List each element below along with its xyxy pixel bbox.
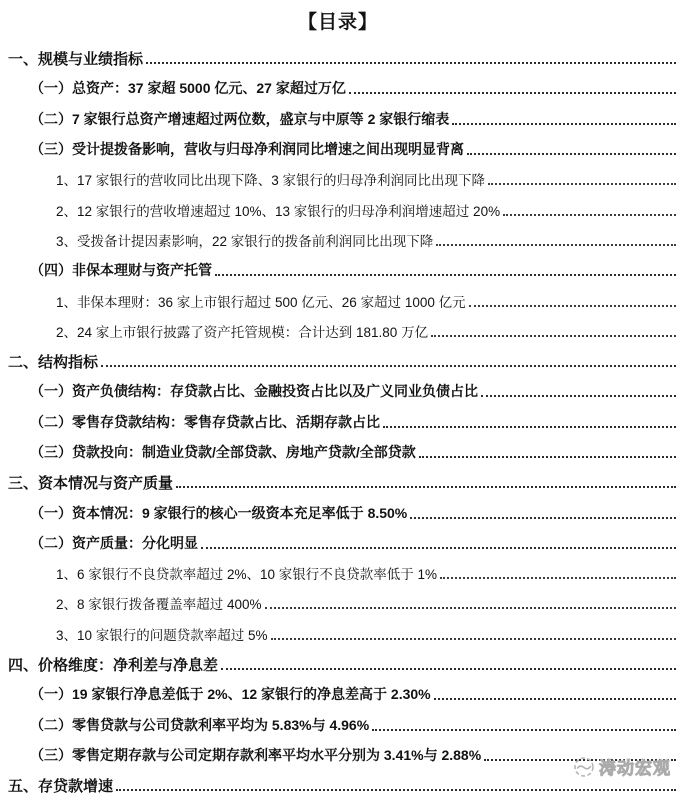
toc-entry-text: 三、资本情况与资产质量 [8, 474, 174, 492]
dot-leader [116, 789, 676, 791]
toc-entry [0, 285, 676, 315]
dot-leader [372, 729, 676, 731]
dot-leader [410, 517, 676, 519]
dot-leader [434, 698, 676, 700]
toc-entry-text: 1、17 家银行的营收同比出现下降、3 家银行的归母净利润同比出现下降 [56, 173, 486, 189]
toc-entry-text: （二）资产质量：分化明显 [30, 534, 198, 551]
dot-leader [146, 62, 676, 64]
toc-entry-text: 一、规模与业绩指标 [8, 50, 144, 68]
dot-leader [469, 305, 676, 307]
dot-leader [436, 244, 676, 246]
toc-entry [0, 255, 676, 285]
toc-entry [0, 679, 676, 709]
toc-entry [0, 588, 676, 618]
watermark-text: 涛动宏观 [599, 759, 671, 778]
dot-leader [419, 456, 676, 458]
toc-entry [0, 73, 676, 103]
dot-leader [431, 335, 676, 337]
toc-entry-text: （二）零售贷款与公司贷款利率平均为 5.83%与 4.96% [30, 716, 370, 733]
toc-entry [0, 437, 676, 467]
dot-leader [484, 759, 676, 761]
toc-entry [0, 497, 676, 527]
toc-entry [0, 740, 676, 770]
toc-entry [0, 376, 676, 406]
dot-leader [440, 577, 676, 579]
toc-entry [0, 104, 676, 134]
dot-leader [201, 547, 676, 549]
toc-entry-text: （三）零售定期存款与公司定期存款利率平均水平分别为 3.41%与 2.88% [30, 746, 482, 763]
toc-entry-text: 二、结构指标 [8, 353, 99, 371]
toc-entry [0, 316, 676, 346]
toc-entry-text: 2、24 家上市银行披露了资产托管规模：合计达到 181.80 万亿 [56, 324, 429, 340]
dot-leader [176, 486, 676, 488]
toc-entry [0, 134, 676, 164]
toc-list [0, 43, 676, 800]
toc-entry-text: 2、12 家银行的营收增速超过 10%、13 家银行的归母净利润增速超过 20% [56, 203, 501, 219]
toc-entry [0, 619, 676, 649]
toc-entry-text: （二）7 家银行总资产增速超过两位数，盛京与中原等 2 家银行缩表 [30, 110, 450, 127]
toc-entry [0, 407, 676, 437]
toc-entry-text: （一）总资产：37 家超 5000 亿元、27 家超过万亿 [30, 80, 346, 97]
dot-leader [503, 214, 676, 216]
toc-entry [0, 43, 676, 73]
toc-entry [0, 164, 676, 194]
toc-entry [0, 346, 676, 376]
toc-entry [0, 528, 676, 558]
dot-leader [467, 153, 676, 155]
toc-entry-text: （三）贷款投向：制造业贷款/全部贷款、房地产贷款/全部贷款 [30, 444, 416, 460]
dot-leader [481, 395, 676, 397]
toc-entry-text: （二）零售存贷款结构：零售存贷款占比、活期存款占比 [30, 413, 380, 430]
toc-entry [0, 649, 676, 679]
dot-leader [265, 607, 676, 609]
dot-leader [221, 668, 676, 670]
toc-entry-text: 五、存贷款增速 [8, 777, 114, 795]
toc-entry-text: （一）资产负债结构：存贷款占比、金融投资占比以及广义同业负债占比 [30, 383, 478, 400]
toc-entry-text: （一）资本情况：9 家银行的核心一级资本充足率低于 8.50% [30, 504, 408, 521]
dot-leader [349, 92, 676, 94]
toc-entry [0, 558, 676, 588]
dot-leader [215, 274, 676, 276]
toc-entry-text: 1、非保本理财：36 家上市银行超过 500 亿元、26 家超过 1000 亿元 [56, 294, 466, 310]
toc-entry-text: 1、6 家银行不良贷款率超过 2%、10 家银行不良贷款率低于 1% [56, 567, 438, 583]
dot-leader [101, 365, 676, 367]
toc-entry-text: （四）非保本理财与资产托管 [30, 262, 212, 279]
toc-entry [0, 467, 676, 497]
dot-leader [452, 123, 676, 125]
dot-leader [383, 426, 676, 428]
dot-leader [488, 183, 676, 185]
toc-entry-text: 3、受拨备计提因素影响，22 家银行的拨备前利润同比出现下降 [56, 233, 434, 249]
toc-entry [0, 770, 676, 800]
toc-entry-text: （一）19 家银行净息差低于 2%、12 家银行的净息差高于 2.30% [30, 686, 431, 703]
toc-entry [0, 710, 676, 740]
toc-entry-text: （三）受计提拨备影响，营收与归母净利润同比增速之间出现明显背离 [30, 141, 464, 158]
toc-entry-text: 3、10 家银行的问题贷款率超过 5% [56, 627, 268, 643]
toc-entry [0, 225, 676, 255]
toc-entry [0, 194, 676, 224]
toc-title: 【目录】 [297, 12, 378, 33]
toc-entry-text: 2、8 家银行拨备覆盖率超过 400% [56, 597, 262, 613]
toc-entry-text: 四、价格维度：净利差与净息差 [8, 656, 219, 674]
dot-leader [271, 638, 676, 640]
